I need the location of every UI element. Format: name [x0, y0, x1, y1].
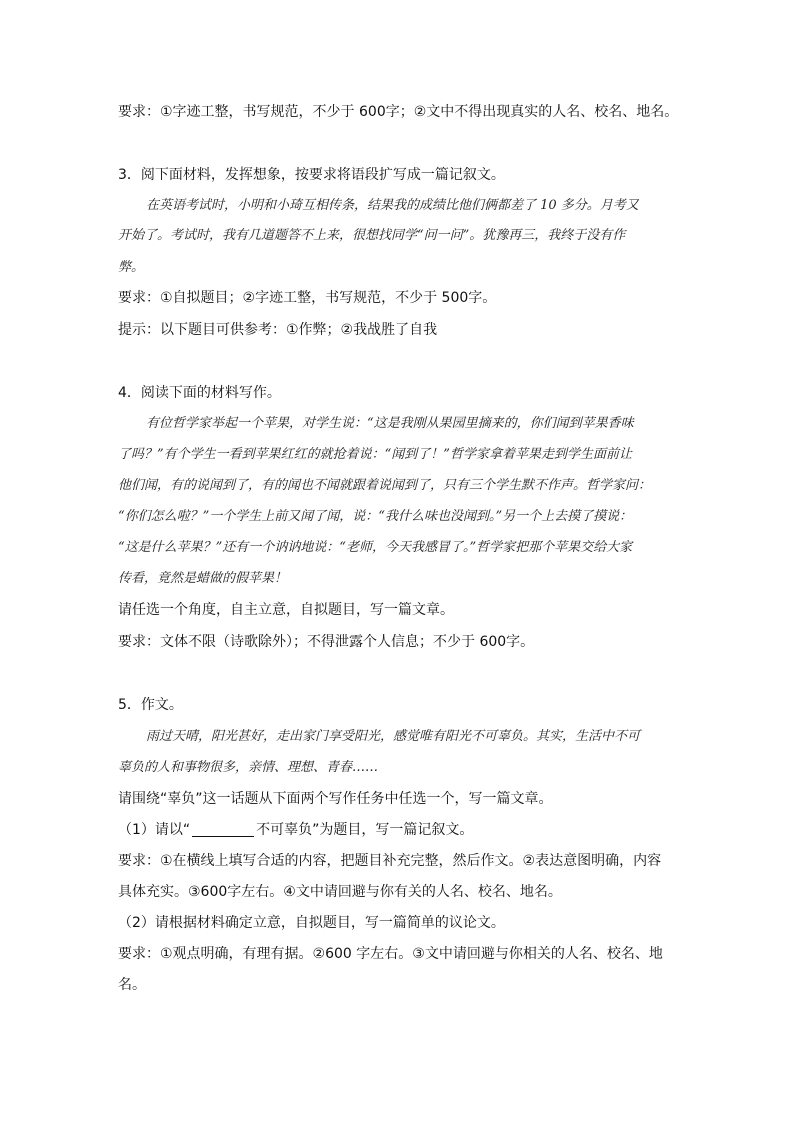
- question-5-task-1-requirements-line-1: 要求：①在横线上填写合适的内容，把题目补充完整，然后作文。②表达意图明确，内容: [118, 853, 662, 869]
- question-5-task-2-requirements-line-2: 名。: [118, 977, 146, 993]
- question-3-heading: 3．阅下面材料，发挥想象，按要求将语段扩写成一篇记叙文。: [118, 167, 505, 183]
- question-4-material-line-5: “这是什么苹果？”还有一个讷讷地说：“老师，今天我感冒了。”哲学家把那个苹果交给大家: [118, 540, 633, 555]
- question-5-task-1-title-line: [118, 820, 678, 840]
- question-5-material-line-1: 雨过天晴，阳光甚好，走出家门享受阳光，感觉唯有阳光不可辜负。其实，生活中不可: [146, 729, 641, 744]
- question-3-material-line-2: 开始了。考试时，我有几道题答不上来，很想找同学“问一问”。犹豫再三，我终于没有作: [118, 228, 626, 243]
- question-4-material-line-1: 有位哲学家举起一个苹果，对学生说：“这是我刚从果园里摘来的，你们闻到苹果香味: [146, 416, 634, 431]
- task-1-prefix: （1）请以“: [118, 822, 191, 838]
- question-5-task-2-title: （2）请根据材料确定立意，自拟题目，写一篇简单的议论文。: [118, 915, 505, 931]
- question-3-material-line-1: 在英语考试时，小明和小琦互相传条，结果我的成绩比他们俩都差了 10 多分。月考又: [146, 198, 639, 213]
- question-4-requirements: 要求：文体不限（诗歌除外）；不得泄露个人信息；不少于 600字。: [118, 634, 535, 650]
- fill-in-blank-line: [192, 822, 254, 837]
- question-5-material-line-2: 辜负的人和事物很多，亲情、理想、青春……: [118, 760, 379, 775]
- question-4-material-line-2: 了吗？”有个学生一看到苹果红红的就抢着说：“闻到了！”哲学家拿着苹果走到学生面前让: [118, 447, 632, 462]
- question-5-heading: 5．作文。: [118, 697, 183, 713]
- question-5-task-1-requirements-line-2: 具体充实。③600字左右。④文中请回避与你有关的人名、校名、地名。: [118, 884, 562, 900]
- question-3-requirements: 要求：①自拟题目；②字迹工整，书写规范，不少于 500字。: [118, 290, 497, 306]
- question-3-material-line-3: 弊。: [118, 260, 145, 275]
- question-4-instruction: 请任选一个角度，自主立意，自拟题目，写一篇文章。: [118, 602, 454, 618]
- question-4-material-line-6: 传看，竟然是蜡做的假苹果！: [118, 571, 288, 586]
- question-4-heading: 4．阅读下面的材料写作。: [118, 385, 281, 401]
- task-1-suffix: 不可辜负”为题目，写一篇记叙文。: [256, 822, 474, 838]
- question-4-material-line-4: “你们怎么啦？”一个学生上前又闻了闻，说：“我什么味也没闻到。”另一个上去摸了摸说：: [118, 509, 633, 524]
- essay2-requirements: 要求：①字迹工整，书写规范，不少于 600字；②文中不得出现真实的人名、校名、地名。: [118, 104, 679, 120]
- question-3-hint: 提示：以下题目可供参考：①作弊；②我战胜了自我: [118, 322, 438, 338]
- question-5-instruction: 请围绕“辜负”这一话题从下面两个写作任务中任选一个，写一篇文章。: [118, 791, 553, 807]
- question-5-task-2-requirements-line-1: 要求：①观点明确，有理有据。②600 字左右。③文中请回避与你相关的人名、校名、地: [118, 946, 663, 962]
- question-4-material-line-3: 他们闻，有的说闻到了，有的闻也不闻就跟着说闻到了，只有三个学生默不作声。哲学家问：: [118, 478, 652, 493]
